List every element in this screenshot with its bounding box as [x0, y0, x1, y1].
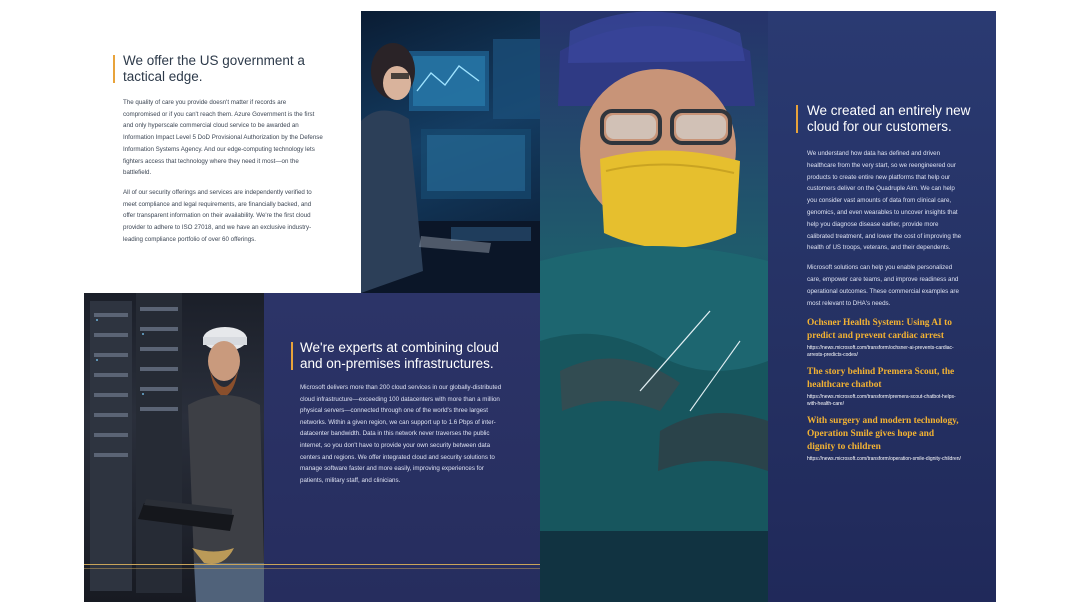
section-heading-hybrid-cloud: We're experts at combining cloud and on-premises infrastructures. [300, 340, 499, 371]
hybrid-cloud-body: Microsoft delivers more than 200 cloud services in our globally-distributed cloud infrastructure—exceeding 100 datacenters with more than a million physical servers—connected through one of the world's three largest networks. Within a given region, we can support up to 1.6 Pbps of inter-datacenter bandwidth. Data in this network never traverses the public internet, so you don't have to provide your own security between data centers and regions. We offer integrated cloud and security solutions to manage software faster and more easily, improving experiences for patients, military staff, and clinicians. [300, 384, 502, 484]
body-paragraph: The quality of care you provide doesn't matter if records are compromised or if you can't reach them. Azure Government is the first and only hyperscale commercial cloud service to be awarded an Information Impact Level 5 DoD Provisional Authorization by the Defense Information Systems Agency. And our edge-computing technology lets fighters access that technology where they need it most—on the battlefield. [123, 99, 323, 177]
new-cloud-body [807, 148, 963, 470]
story-title[interactable]: The story behind Premera Scout, the healthcare chatbot [807, 367, 955, 391]
story-link-ochsner[interactable] [807, 317, 963, 359]
hybrid-cloud-text-panel [264, 293, 540, 602]
story-url[interactable]: https://news.microsoft.com/transform/operation-smile-dignity-children/ [807, 456, 961, 463]
body-paragraph: All of our security offerings and services are independently verified to meet compliance and legal requirements, are financially backed, and offer transparent information on their availability. We're the first cloud provider to adhere to ISO 27018, and we have an exclusive industry-leading compliance portfolio of over 60 offerings. [123, 188, 312, 243]
analyst-monitors-photo [361, 11, 540, 293]
heading-accent-bar [291, 342, 293, 370]
heading-accent-bar [113, 55, 115, 83]
body-paragraph: Microsoft solutions can help you enable personalized care, empower care teams, and improve readiness and operational outcomes. These commercial examples are most relevant to DHA's needs. [807, 264, 959, 307]
story-title[interactable]: With surgery and modern technology, Operation Smile gives hope and dignity to children [807, 416, 959, 453]
tactical-edge-body [123, 97, 323, 253]
body-paragraph: We understand how data has defined and driven healthcare from the very start, so we reengineered our products to create entire new platforms that help our customers deliver on the Quadruple Aim. We can help you consider vast amounts of data from clinical care, genomics, and even wearables to uncover insights that help you diagnose disease earlier, provide more calibrated treatment, and lower the cost of improving the health of US troops, veterans, and their dependents. [807, 150, 962, 252]
story-url[interactable]: https://news.microsoft.com/transform/ochsner-ai-prevents-cardiac-arrests-predicts-codes/ [807, 345, 954, 359]
server-room-engineer-photo [84, 293, 264, 602]
brochure-spread [84, 11, 996, 602]
new-cloud-text-panel [768, 11, 996, 602]
heading-accent-bar [796, 105, 798, 133]
story-link-operation-smile[interactable] [807, 415, 963, 463]
section-heading-tactical-edge: We offer the US government a tactical edge. [123, 53, 305, 84]
story-link-premera[interactable] [807, 366, 963, 408]
section-heading-new-cloud: We created an entirely new cloud for our customers. [807, 103, 971, 134]
story-url[interactable]: https://news.microsoft.com/transform/premera-scout-chatbot-helps-with-health-care/ [807, 394, 956, 408]
government-text-panel [84, 11, 361, 293]
story-title[interactable]: Ochsner Health System: Using AI to predict and prevent cardiac arrest [807, 318, 952, 342]
surgeon-photo [540, 11, 768, 602]
